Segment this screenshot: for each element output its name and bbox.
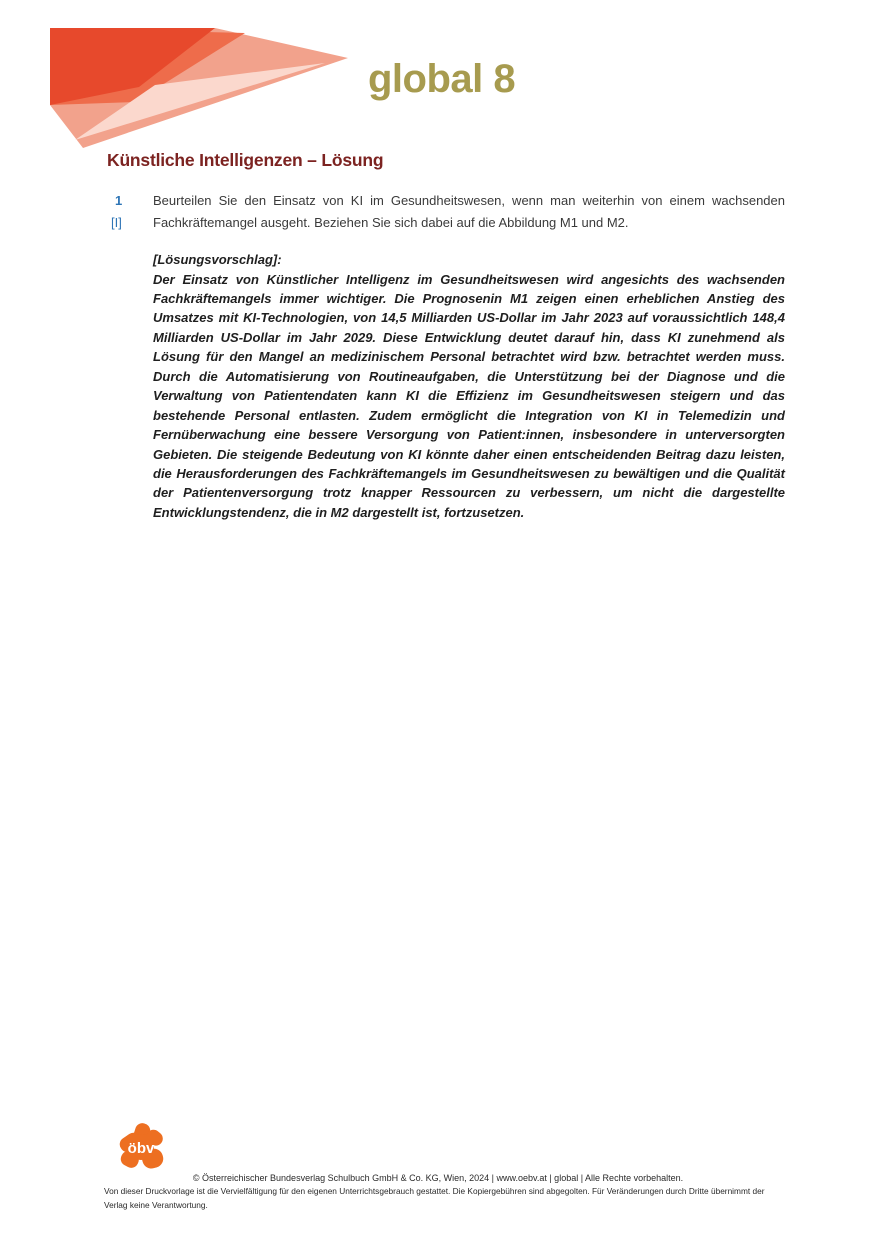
oebv-logo-text: öbv xyxy=(127,1140,155,1157)
oebv-logo-icon xyxy=(117,1122,165,1174)
footer-legal-notice: Von dieser Druckvorlage ist die Vervielfältigung für den eigenen Unterrichtsgebrauch gestattet. Die Kopiergebühren sind abgegolten. Für Veränderungen durch Dritte übernimmt der Verlag keine Verantwortung. xyxy=(104,1186,765,1210)
task-number: 1 xyxy=(115,193,123,208)
solution-text: Der Einsatz von Künstlicher Intelligenz im Gesundheitswesen wird angesichts des wachsenden Fachkräftemangels immer wichtiger. Die Prognosenin M1 zeigen einen erheblichen Anstieg des Umsatzes mit KI-Technologien, von 14,5 Milliarden US-Dollar im Jahr 2023 auf voraussichtlich 148,4 Milliarden US-Dollar im Jahr 2029. Diese Entwicklung deutet darauf hin, dass KI zunehmend als Lösung für den Mangel an medizinischem Personal betrachtet wird bzw. betrachtet werden muss. Durch die Automatisierung von Routineaufgaben, die Unterstützung bei der Diagnose und die Verwaltung von Patientendaten kann KI die Effizienz im Gesundheitswesen steigern und das bestehende Personal entlasten. Zudem ermöglicht die Integration von KI in Telemedizin und Fernüberwachung eine bessere Versorgung von Patient:innen, insbesondere in unterversorgten Gebieten. Die steigende Bedeutung von KI könnte daher einen entscheidenden Beitrag dazu leisten, die Herausforderungen des Fachkräftemangels im Gesundheitswesen zu bewältigen und die Qualität der Patientenversorgung trotz knapper Ressourcen zu verbessern, um nicht die dargestellte Entwicklungstendenz, die in M2 dargestellt ist, fortzusetzen. xyxy=(153,271,785,520)
solution-block xyxy=(153,250,785,522)
task-prompt: Beurteilen Sie den Einsatz von KI im Gesundheitswesen, wenn man weiterhin von einem wachsenden Fachkräftemangel ausgeht. Beziehen Sie sich dabei auf die Abbildung M1 und M2. xyxy=(153,193,785,230)
task-item xyxy=(107,190,785,234)
page-title: Künstliche Intelligenzen – Lösung xyxy=(107,150,384,170)
task-competency-tag: [I] xyxy=(111,215,122,230)
brand-name: global 8 xyxy=(368,57,516,101)
task-number-column xyxy=(107,190,153,234)
brand-triangles-icon xyxy=(45,27,350,150)
solution-label: [Lösungsvorschlag]: xyxy=(153,252,282,267)
footer-copyright: © Österreichischer Bundesverlag Schulbuch GmbH & Co. KG, Wien, 2024 | www.oebv.at | global | Alle Rechte vorbehalten. xyxy=(192,1173,684,1183)
